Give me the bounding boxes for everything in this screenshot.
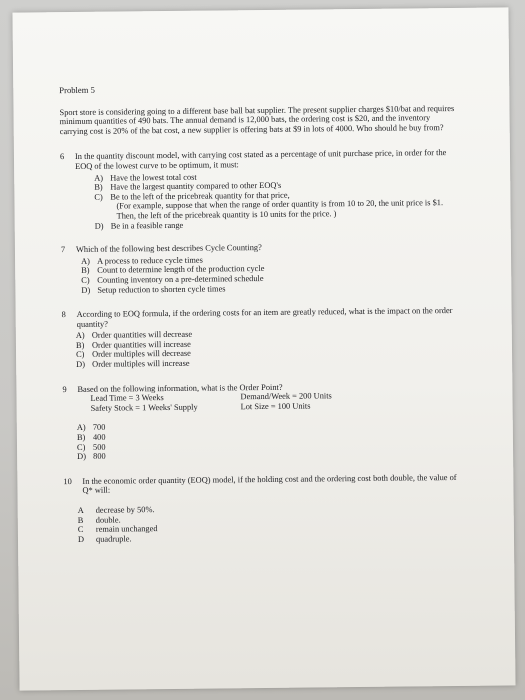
question-7: [61, 241, 462, 295]
question-number: 7: [60, 245, 66, 255]
option-b: B double.: [77, 515, 121, 525]
option-d: D) Setup reduction to shorten cycle times: [81, 283, 226, 295]
question-8: [62, 306, 463, 370]
lot-size: Lot Size = 100 Units: [240, 401, 311, 412]
option-b: B) Have the largest quantity compared to other EOQ's: [94, 180, 282, 192]
problem-text: Sport store is considering going to a different base ball bat supplier. The present supplier charges $10/bat and requires minimum quantities of 490 bats. The annual demand is 12,000 bats, the ordering cost is $20, and the inventory carrying cost is 20% of the bat cost, a new supplier is offering bats at $9 in lots of 4000. Who should he buy from?: [59, 103, 455, 136]
question-6: [60, 148, 461, 231]
question-number: 9: [62, 384, 67, 394]
option-b: B) Order quantities will increase: [75, 339, 191, 350]
question-text: Based on the following information, what is the Order Point?: [77, 382, 283, 394]
option-c: C) 500: [76, 442, 106, 452]
question-text: According to EOQ formula, if the ordering costs for an item are greatly reduced, what is the impact on the order quantity?: [76, 306, 453, 329]
safety-stock: Safety Stock = 1 Weeks' Supply: [90, 402, 198, 413]
lead-time: Lead Time = 3 Weeks: [90, 393, 164, 404]
option-c: C) Counting inventory on a pre-determined schedule: [81, 273, 264, 285]
question-text: In the quantity discount model, with carrying cost stated as a percentage of unit purchase price, in order for the EOQ of the lowest curve to be optimum, it must:: [74, 148, 447, 171]
option-d: D) Be in a feasible range: [94, 220, 184, 231]
question-text: Which of the following best describes Cycle Counting?: [75, 243, 262, 255]
question-number: 10: [63, 476, 72, 486]
paper-sheet: [12, 7, 515, 690]
demand-per-week: Demand/Week = 200 Units: [240, 391, 332, 402]
option-d: D) 800: [77, 451, 106, 462]
option-a: A decrease by 50%.: [77, 505, 155, 515]
option-c: C) Order multiples will decrease: [76, 349, 191, 360]
option-d: D quadruple.: [77, 534, 132, 544]
option-b: B) 400: [76, 432, 106, 442]
question-9: [62, 381, 463, 462]
question-number: 6: [59, 152, 65, 162]
question-text: In the economic order quantity (EOQ) model, if the holding cost and the ordering cost both double, the value of Q* will:: [82, 472, 457, 496]
option-a: A) A process to reduce cycle times: [81, 255, 203, 266]
document-content: [59, 82, 464, 545]
question-number: 8: [61, 310, 66, 320]
question-10: [63, 473, 464, 545]
option-a: A) Order quantities will decrease: [75, 330, 193, 341]
option-b: B) Count to determine length of the production cycle: [81, 264, 265, 276]
option-c: C) Be to the left of the pricebreak quantity for that price,: [94, 190, 290, 202]
option-a: A) 700: [76, 423, 106, 433]
option-c: C remain unchanged: [77, 524, 158, 535]
option-d: D) Order multiples will increase: [76, 358, 190, 370]
problem-title: Problem 5: [59, 84, 95, 96]
order-point-info: [90, 390, 462, 413]
option-a: A) Have the lowest total cost: [94, 172, 197, 183]
option-c-note: (For example, suppose that when the range of order quantity is from 10 to 20, the unit price is $1. Then, the left of the pricebreak quantity is 10 units for the price. ): [116, 198, 444, 221]
